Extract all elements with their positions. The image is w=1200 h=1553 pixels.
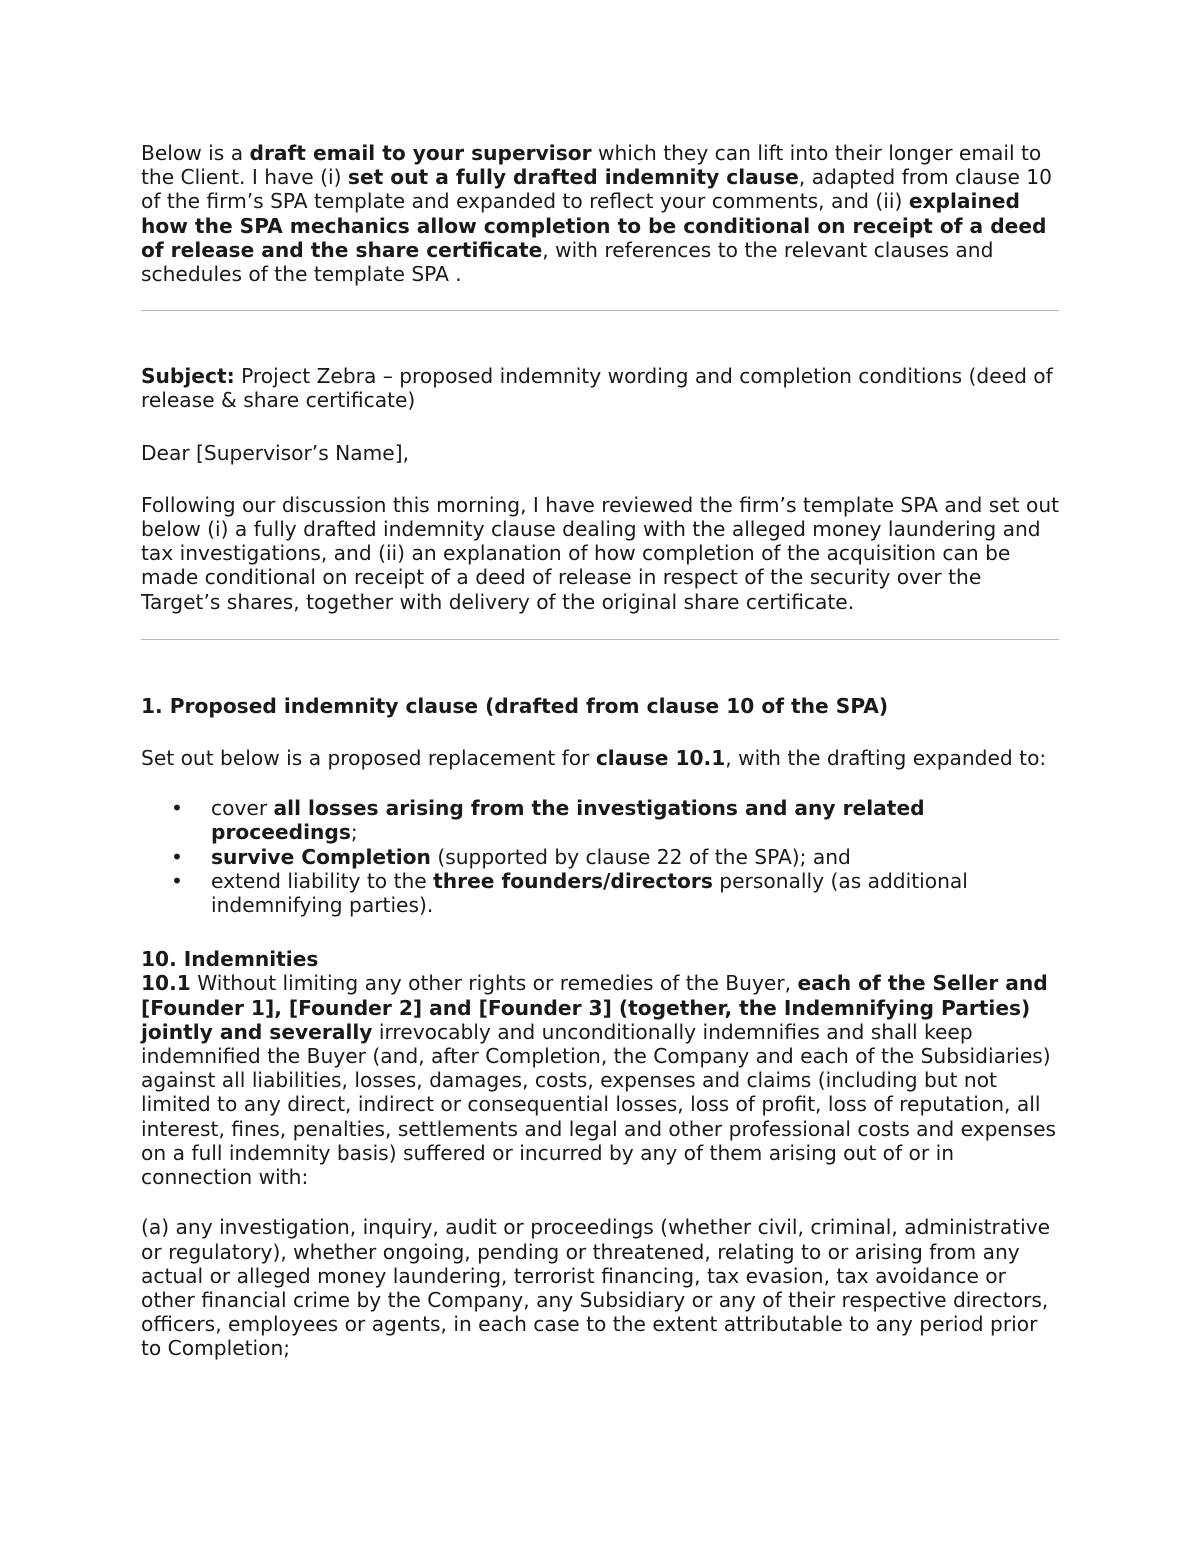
document-page bbox=[141, 141, 1061, 1361]
horizontal-divider bbox=[141, 310, 1059, 311]
horizontal-divider bbox=[141, 639, 1059, 640]
bullet-bold-text: all losses arising from the investigations and any related proceedings bbox=[211, 796, 925, 845]
list-item bbox=[141, 869, 1061, 917]
clause-10-1-paragraph bbox=[141, 971, 1061, 1189]
intro-bold-text: draft email to your supervisor bbox=[249, 141, 592, 165]
setout-text: , with the drafting expanded to: bbox=[725, 746, 1047, 771]
bullet-bold-text: survive Completion bbox=[211, 844, 431, 869]
intro-text: Below is a bbox=[141, 141, 250, 165]
bullet-icon: • bbox=[171, 844, 183, 869]
intro-text: which they can lift into their longer email to the Client. I have (i) bbox=[141, 141, 1042, 190]
bullet-text: personally (as additional indemnifying parties). bbox=[211, 868, 968, 918]
clause-bold-text: each of the Seller and [Founder 1], [Founder 2] and [Founder 3] (together, the Indemnifying Parties) jointly and severally bbox=[141, 971, 1048, 1044]
clause-item-a: (a) any investigation, inquiry, audit or proceedings (whether civil, criminal, administrative or regulatory), whether ongoing, pending or threatened, relating to or arising from any actual or alleged money laundering, terrorist financing, tax evasion, tax avoidance or other financial crime by the Company, any Subsidiary or any of their respective directors, officers, employees or agents, in each case to the extent attributable to any period prior to Completion; bbox=[141, 1215, 1051, 1361]
section-heading-text: 1. Proposed indemnity clause (drafted from clause 10 of the SPA) bbox=[141, 693, 889, 718]
list-item bbox=[141, 845, 1061, 869]
clause-text: irrevocably and unconditionally indemnifies and shall keep indemnified the Buyer (and, after Completion, the Company and each of the Subsidiaries) against all liabilities, losses, damages, costs, expenses and claims (including but not limited to any direct, indirect or consequential losses, loss of profit, loss of reputation, all interest, fines, penalties, settlements and legal and other professional costs and expenses on a full indemnity basis) suffered or incurred by any of them arising out of or in connection with: bbox=[141, 1019, 1057, 1190]
bullet-icon: • bbox=[171, 796, 183, 821]
section-heading bbox=[141, 694, 1061, 718]
setout-text: Set out below is a proposed replacement for bbox=[141, 746, 596, 771]
intro-bold-text: set out a fully drafted indemnity clause bbox=[347, 165, 799, 190]
clause-text: Without limiting any other rights or remedies of the Buyer, bbox=[190, 971, 798, 996]
list-item bbox=[141, 796, 1061, 844]
intro-bold-text: explained how the SPA mechanics allow completion to be conditional on receipt of a deed of release and the share certificate bbox=[141, 189, 1047, 262]
bullet-text: extend liability to the bbox=[211, 868, 434, 893]
bullet-icon: • bbox=[171, 868, 183, 893]
bullet-bold-text: three founders/directors bbox=[433, 868, 713, 893]
subject-label: Subject: bbox=[141, 364, 235, 389]
bullet-text: (supported by clause 22 of the SPA); and bbox=[430, 844, 851, 869]
clause-title bbox=[141, 947, 1061, 971]
setout-bold-text: clause 10.1 bbox=[595, 746, 726, 771]
setout-paragraph bbox=[141, 746, 1061, 770]
email-opening-paragraph: Following our discussion this morning, I have reviewed the firm’s template SPA and set out below (i) a fully drafted indemnity clause dealing with the alleged money laundering and tax investigations, and (ii) an explanation of how completion of the acquisition can be made conditional on receipt of a deed of release in respect of the security over the Target’s shares, together with delivery of the original share certificate. bbox=[141, 492, 1060, 614]
intro-text: , adapted from clause 10 of the firm’s SPA template and expanded to reflect your comments, and (ii) bbox=[141, 165, 1052, 214]
subject-text: Project Zebra – proposed indemnity wording and completion conditions (deed of release & share certificate) bbox=[141, 364, 1053, 413]
bullet-text: cover bbox=[211, 796, 274, 821]
bullet-text: ; bbox=[350, 820, 358, 845]
email-greeting: Dear [Supervisor’s Name], bbox=[141, 440, 409, 465]
clause-number: 10.1 bbox=[141, 971, 191, 996]
intro-paragraph bbox=[141, 141, 1061, 286]
email-subject bbox=[141, 364, 1061, 412]
clause-title-text: 10. Indemnities bbox=[141, 947, 319, 972]
bullet-list bbox=[141, 796, 1061, 917]
intro-text: , with references to the relevant clauses and schedules of the template SPA . bbox=[141, 237, 994, 287]
